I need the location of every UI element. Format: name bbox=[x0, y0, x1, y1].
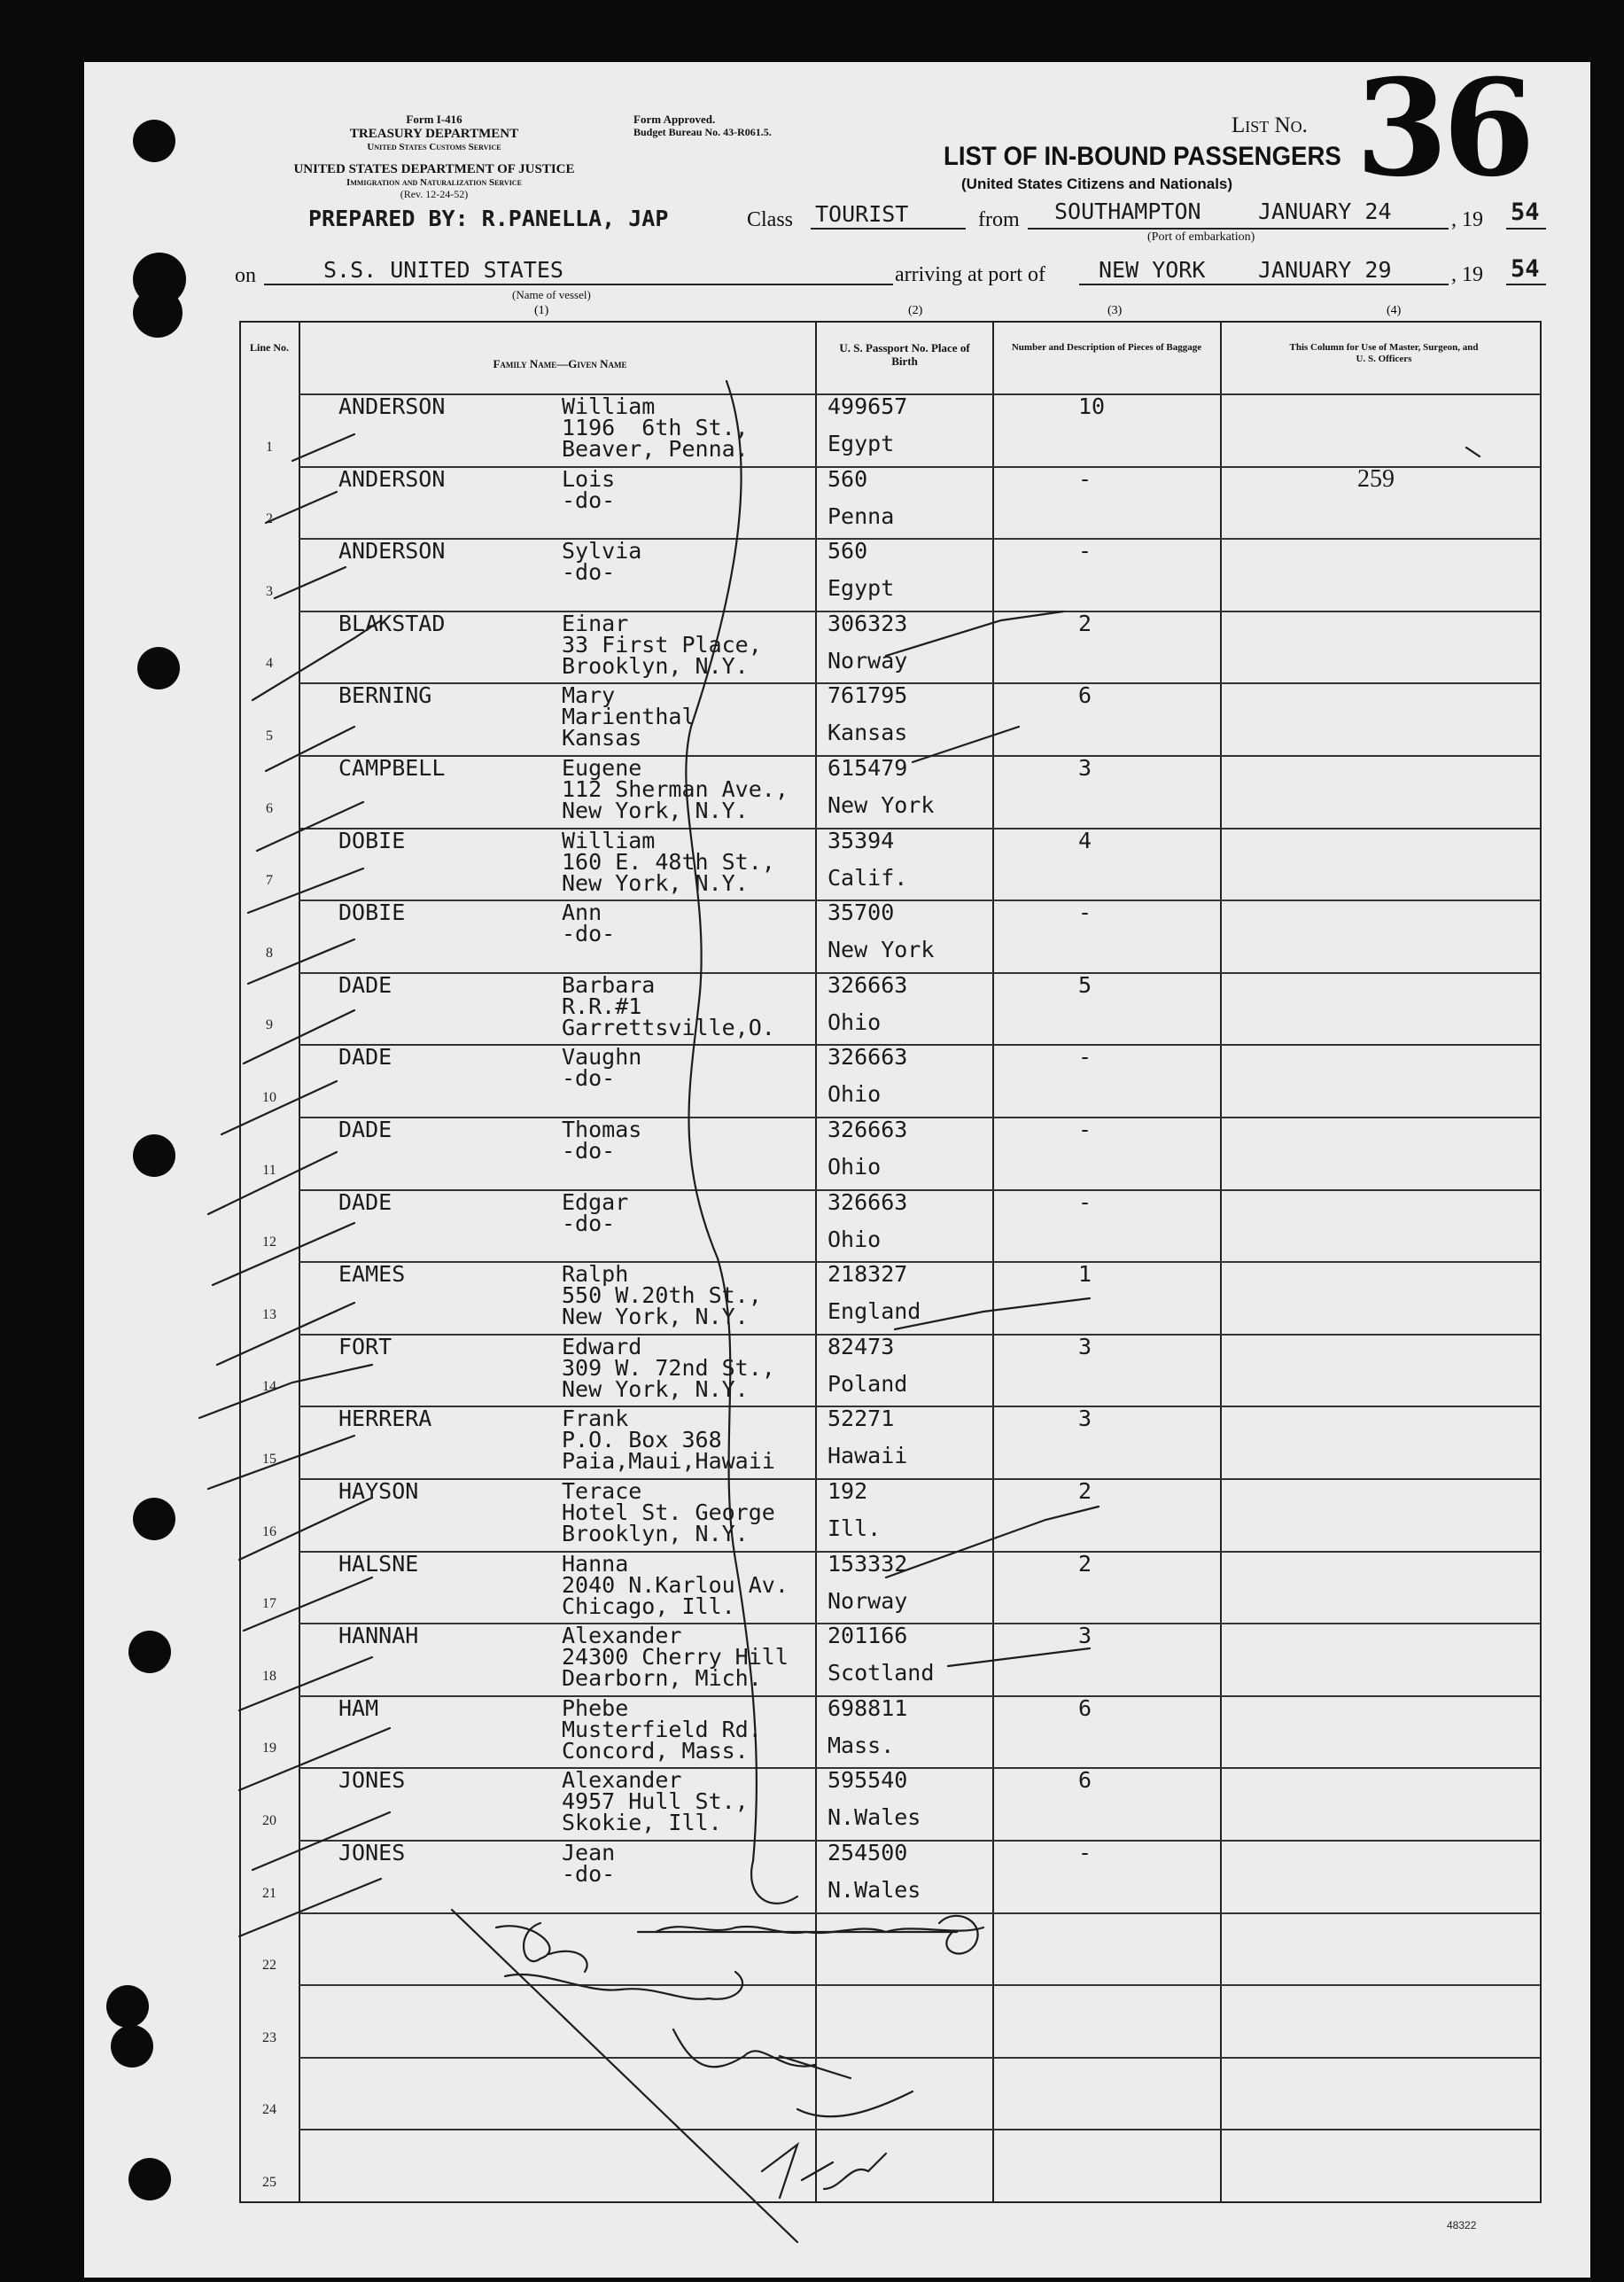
passport-number: 698811 bbox=[828, 1694, 908, 1721]
passenger-address-2: Paia,Maui,Hawaii bbox=[562, 1448, 775, 1475]
place-of-birth: Poland bbox=[828, 1370, 908, 1397]
passenger-given-name: Terace bbox=[562, 1478, 642, 1504]
passenger-family-name: HAM bbox=[338, 1694, 379, 1721]
row-line-number: 11 bbox=[262, 1162, 276, 1178]
row-line-number: 17 bbox=[262, 1596, 276, 1612]
passenger-family-name: FORT bbox=[338, 1333, 392, 1359]
row-line-number: 14 bbox=[262, 1379, 276, 1395]
justice-label: UNITED STATES DEPARTMENT OF JUSTICE bbox=[293, 162, 575, 176]
baggage-count: 2 bbox=[1078, 610, 1092, 636]
baggage-count: 2 bbox=[1078, 1550, 1092, 1577]
passenger-given-name: Einar bbox=[562, 610, 629, 636]
baggage-count: 4 bbox=[1078, 827, 1092, 853]
passport-number: 615479 bbox=[828, 755, 908, 781]
passenger-address-1: Musterfield Rd. bbox=[562, 1716, 762, 1742]
place-of-birth: N.Wales bbox=[828, 1877, 921, 1903]
port-embarkation-label: (Port of embarkation) bbox=[1147, 230, 1255, 244]
place-of-birth: Norway bbox=[828, 1587, 908, 1614]
officer-note: 259 bbox=[1357, 464, 1395, 493]
row-divider bbox=[299, 972, 1540, 974]
col4-number: (4) bbox=[1387, 304, 1402, 317]
place-of-birth: Ill. bbox=[828, 1515, 882, 1541]
passenger-given-name: Vaughn bbox=[562, 1044, 642, 1071]
passenger-given-name: Thomas bbox=[562, 1117, 642, 1142]
passenger-given-name: Frank bbox=[562, 1406, 629, 1432]
arrival-date: JANUARY 29 bbox=[1258, 257, 1392, 283]
row-divider bbox=[299, 828, 1540, 829]
punch-hole bbox=[128, 1631, 171, 1673]
passenger-address-2: New York, N.Y. bbox=[562, 1304, 749, 1330]
row-divider bbox=[299, 1261, 1540, 1263]
manifest-subtitle: (United States Citizens and Nationals) bbox=[961, 175, 1233, 192]
row-line-number: 3 bbox=[266, 583, 273, 599]
row-line-number: 25 bbox=[262, 2175, 276, 2190]
row-line-number: 4 bbox=[266, 656, 273, 672]
passenger-address-1: 4957 Hull St., bbox=[562, 1788, 749, 1815]
passenger-family-name: HANNAH bbox=[338, 1623, 419, 1649]
punch-hole bbox=[106, 1985, 149, 2028]
passenger-address-1: 160 E. 48th St., bbox=[562, 848, 775, 875]
passenger-given-name: William bbox=[562, 393, 656, 419]
prepared-by: PREPARED BY: R.PANELLA, JAP bbox=[308, 206, 669, 231]
from-date: JANUARY 24 bbox=[1258, 199, 1392, 224]
row-line-number: 10 bbox=[262, 1090, 276, 1105]
row-line-number: 8 bbox=[266, 945, 273, 961]
class-value: TOURIST bbox=[815, 201, 909, 227]
form-header bbox=[306, 113, 563, 153]
passenger-family-name: DADE bbox=[338, 1044, 392, 1071]
punch-hole bbox=[133, 1134, 175, 1177]
passenger-given-name: Sylvia bbox=[562, 538, 642, 565]
passenger-given-name: Edgar bbox=[562, 1188, 629, 1215]
passport-number: 306323 bbox=[828, 610, 908, 636]
punch-hole bbox=[133, 120, 175, 162]
place-of-birth: New York bbox=[828, 937, 935, 963]
passenger-given-name: Alexander bbox=[562, 1623, 682, 1649]
row-line-number: 7 bbox=[266, 873, 273, 889]
passenger-address-1: -do- bbox=[562, 1138, 616, 1164]
row-divider bbox=[299, 611, 1540, 612]
passenger-family-name: CAMPBELL bbox=[338, 755, 446, 781]
from-year-underline bbox=[1506, 228, 1546, 230]
passenger-family-name: DADE bbox=[338, 1188, 392, 1215]
place-of-birth: England bbox=[828, 1298, 921, 1325]
from-year-prefix: , 19 bbox=[1451, 208, 1483, 231]
passenger-family-name: DOBIE bbox=[338, 900, 406, 926]
passenger-address-1: -do- bbox=[562, 1210, 616, 1236]
passport-number: 595540 bbox=[828, 1767, 908, 1794]
baggage-count: 6 bbox=[1078, 1767, 1092, 1794]
baggage-count: 5 bbox=[1078, 971, 1092, 998]
header-name: Family Name—Given Name bbox=[493, 357, 627, 370]
customs-label: United States Customs Service bbox=[367, 142, 501, 153]
row-line-number: 6 bbox=[266, 800, 273, 816]
approval bbox=[633, 113, 873, 139]
row-divider bbox=[299, 1334, 1540, 1336]
row-divider bbox=[299, 1840, 1540, 1842]
passenger-address-1: Hotel St. George bbox=[562, 1499, 775, 1525]
row-divider bbox=[299, 1551, 1540, 1553]
passenger-address-1: -do- bbox=[562, 921, 616, 947]
passenger-address-2: New York, N.Y. bbox=[562, 1375, 749, 1402]
ins-label: Immigration and Naturalization Service bbox=[346, 177, 522, 189]
place-of-birth: Kansas bbox=[828, 720, 908, 746]
passenger-address-1: 309 W. 72nd St., bbox=[562, 1354, 775, 1381]
passenger-address-1: -do- bbox=[562, 487, 616, 513]
list-no-label: List No. bbox=[1232, 113, 1308, 137]
passenger-address-1: 24300 Cherry Hill bbox=[562, 1644, 789, 1671]
passenger-address-2: Chicago, Ill. bbox=[562, 1593, 735, 1619]
passenger-family-name: DADE bbox=[338, 1117, 392, 1142]
row-line-number: 18 bbox=[262, 1668, 276, 1684]
passenger-address-2: Brooklyn, N.Y. bbox=[562, 1521, 749, 1546]
passenger-family-name: HALSNE bbox=[338, 1550, 419, 1577]
passenger-family-name: ANDERSON bbox=[338, 393, 446, 419]
row-divider bbox=[299, 2129, 1540, 2130]
place-of-birth: N.Wales bbox=[828, 1804, 921, 1831]
passenger-address-2: New York, N.Y. bbox=[562, 798, 749, 823]
arr-year-underline bbox=[1506, 284, 1546, 285]
rev-label: (Rev. 12-24-52) bbox=[400, 187, 469, 200]
passenger-given-name: Lois bbox=[562, 465, 616, 492]
punch-hole bbox=[133, 288, 183, 338]
passport-number: 499657 bbox=[828, 393, 908, 419]
baggage-count: 10 bbox=[1078, 393, 1106, 419]
vessel-underline bbox=[264, 284, 893, 285]
passport-number: 326663 bbox=[828, 971, 908, 998]
passport-number: 82473 bbox=[828, 1333, 895, 1359]
col3-number: (3) bbox=[1107, 304, 1123, 317]
passenger-address-1: 550 W.20th St., bbox=[562, 1282, 762, 1309]
place-of-birth: Egypt bbox=[828, 431, 895, 456]
place-of-birth: Ohio bbox=[828, 1009, 882, 1035]
arrival-year: 54 bbox=[1511, 255, 1540, 283]
passenger-family-name: JONES bbox=[338, 1840, 406, 1865]
header-baggage: Number and Description of Pieces of Baggage bbox=[1011, 342, 1202, 353]
list-number: 36 bbox=[1356, 51, 1530, 206]
passenger-given-name: Edward bbox=[562, 1333, 642, 1359]
passport-number: 560 bbox=[828, 538, 868, 565]
passenger-address-2: Brooklyn, N.Y. bbox=[562, 652, 749, 679]
row-divider bbox=[299, 1189, 1540, 1191]
baggage-count: 3 bbox=[1078, 755, 1092, 781]
passenger-address-2: Beaver, Penna. bbox=[562, 436, 749, 462]
place-of-birth: Penna bbox=[828, 502, 895, 529]
passenger-family-name: DOBIE bbox=[338, 827, 406, 853]
manifest-title: LIST OF IN-BOUND PASSENGERS bbox=[944, 142, 1341, 171]
arriving-label: arriving at port of bbox=[895, 263, 1045, 286]
passport-number: 201166 bbox=[828, 1623, 908, 1649]
passport-number: 153332 bbox=[828, 1550, 908, 1577]
justice-header bbox=[239, 162, 629, 201]
row-divider bbox=[299, 682, 1540, 684]
row-divider bbox=[299, 538, 1540, 540]
baggage-count: - bbox=[1078, 538, 1092, 565]
place-of-birth: Norway bbox=[828, 647, 908, 674]
passenger-given-name: Eugene bbox=[562, 755, 642, 781]
passport-number: 761795 bbox=[828, 682, 908, 709]
passenger-address-1: R.R.#1 bbox=[562, 993, 642, 1019]
punch-hole bbox=[137, 647, 180, 689]
passport-number: 52271 bbox=[828, 1406, 895, 1432]
punch-hole bbox=[128, 2158, 171, 2200]
passenger-address-1: 33 First Place, bbox=[562, 631, 762, 658]
budget-label: Budget Bureau No. 43-R061.5. bbox=[633, 125, 772, 138]
passenger-given-name: William bbox=[562, 827, 656, 853]
row-divider bbox=[299, 1478, 1540, 1480]
row-divider bbox=[299, 393, 1540, 395]
row-line-number: 19 bbox=[262, 1741, 276, 1756]
row-line-number: 12 bbox=[262, 1234, 276, 1250]
row-divider bbox=[299, 1044, 1540, 1046]
class-label: Class bbox=[747, 208, 794, 231]
baggage-count: 3 bbox=[1078, 1623, 1092, 1649]
row-divider bbox=[299, 466, 1540, 468]
passenger-family-name: HAYSON bbox=[338, 1478, 419, 1504]
passport-number: 35394 bbox=[828, 827, 895, 853]
baggage-count: 6 bbox=[1078, 682, 1092, 709]
row-divider bbox=[299, 1767, 1540, 1769]
passenger-given-name: Mary bbox=[562, 682, 616, 709]
row-line-number: 13 bbox=[262, 1306, 276, 1322]
row-divider bbox=[299, 1623, 1540, 1624]
row-line-number: 21 bbox=[262, 1885, 276, 1901]
col1-number: (1) bbox=[534, 304, 549, 317]
passenger-family-name: BERNING bbox=[338, 682, 432, 709]
row-line-number: 1 bbox=[266, 439, 273, 455]
baggage-count: - bbox=[1078, 900, 1092, 926]
passenger-given-name: Alexander bbox=[562, 1767, 682, 1794]
from-year: 54 bbox=[1511, 199, 1540, 226]
row-line-number: 24 bbox=[262, 2102, 276, 2118]
header-line-no: Line No. bbox=[249, 341, 289, 354]
passenger-family-name: DADE bbox=[338, 971, 392, 998]
row-line-number: 22 bbox=[262, 1958, 276, 1974]
place-of-birth: Ohio bbox=[828, 1154, 882, 1180]
passenger-given-name: Phebe bbox=[562, 1694, 629, 1721]
place-of-birth: Ohio bbox=[828, 1081, 882, 1108]
passenger-given-name: Ann bbox=[562, 900, 602, 926]
arr-year-prefix: , 19 bbox=[1451, 263, 1483, 286]
vessel-name: S.S. UNITED STATES bbox=[323, 257, 563, 283]
passport-number: 218327 bbox=[828, 1261, 908, 1288]
passport-number: 326663 bbox=[828, 1188, 908, 1215]
passenger-given-name: Hanna bbox=[562, 1550, 629, 1577]
baggage-count: - bbox=[1078, 1044, 1092, 1071]
baggage-count: 6 bbox=[1078, 1694, 1092, 1721]
row-line-number: 2 bbox=[266, 511, 273, 527]
passenger-family-name: BLAKSTAD bbox=[338, 610, 446, 636]
passenger-address-1: -do- bbox=[562, 1065, 616, 1092]
place-of-birth: Calif. bbox=[828, 864, 908, 891]
punch-hole bbox=[111, 2025, 153, 2068]
place-of-birth: Egypt bbox=[828, 575, 895, 602]
class-underline bbox=[811, 228, 966, 230]
passenger-given-name: Jean bbox=[562, 1840, 616, 1865]
header-officers: This Column for Use of Master, Surgeon, and U. S. Officers bbox=[1289, 342, 1479, 364]
place-of-birth: New York bbox=[828, 792, 935, 818]
row-line-number: 15 bbox=[262, 1452, 276, 1467]
passenger-family-name: ANDERSON bbox=[338, 465, 446, 492]
passport-number: 326663 bbox=[828, 1117, 908, 1142]
place-of-birth: Ohio bbox=[828, 1226, 882, 1252]
passenger-given-name: Barbara bbox=[562, 971, 656, 998]
row-divider bbox=[299, 755, 1540, 757]
baggage-count: - bbox=[1078, 1188, 1092, 1215]
passenger-address-2: Dearborn, Mich. bbox=[562, 1665, 762, 1692]
baggage-count: - bbox=[1078, 465, 1092, 492]
baggage-count: 1 bbox=[1078, 1261, 1092, 1288]
passenger-address-1: -do- bbox=[562, 1861, 616, 1887]
passport-number: 560 bbox=[828, 465, 868, 492]
row-divider bbox=[299, 1695, 1540, 1697]
place-of-birth: Scotland bbox=[828, 1660, 935, 1686]
passenger-address-1: 2040 N.Karlou Av. bbox=[562, 1571, 789, 1598]
row-line-number: 9 bbox=[266, 1017, 273, 1033]
passenger-address-2: Concord, Mass. bbox=[562, 1737, 749, 1764]
punch-hole bbox=[133, 1498, 175, 1540]
row-divider bbox=[299, 900, 1540, 901]
row-divider bbox=[299, 1406, 1540, 1407]
passenger-address-1: P.O. Box 368 bbox=[562, 1427, 722, 1453]
from-underline bbox=[1028, 228, 1449, 230]
passenger-given-name: Ralph bbox=[562, 1261, 629, 1288]
row-divider bbox=[299, 1984, 1540, 1986]
passenger-table bbox=[239, 321, 1542, 2203]
vessel-label: (Name of vessel) bbox=[512, 288, 591, 301]
passenger-address-2: Garrettsville,O. bbox=[562, 1014, 775, 1040]
row-line-number: 23 bbox=[262, 2029, 276, 2045]
footer-code: 48322 bbox=[1447, 2219, 1477, 2231]
passport-number: 35700 bbox=[828, 900, 895, 926]
passenger-family-name: EAMES bbox=[338, 1261, 406, 1288]
row-divider bbox=[299, 2057, 1540, 2059]
row-divider bbox=[299, 1912, 1540, 1914]
passenger-address-1: Marienthal bbox=[562, 704, 695, 730]
on-label: on bbox=[235, 264, 256, 287]
col2-number: (2) bbox=[908, 304, 923, 317]
passenger-address-1: 112 Sherman Ave., bbox=[562, 776, 789, 802]
passenger-address-2: Skokie, Ill. bbox=[562, 1810, 722, 1836]
passport-number: 254500 bbox=[828, 1840, 908, 1865]
row-line-number: 16 bbox=[262, 1523, 276, 1539]
place-of-birth: Hawaii bbox=[828, 1443, 908, 1469]
passport-number: 192 bbox=[828, 1478, 868, 1504]
baggage-count: - bbox=[1078, 1840, 1092, 1865]
passenger-family-name: HERRERA bbox=[338, 1406, 432, 1432]
from-port: SOUTHAMPTON bbox=[1054, 199, 1201, 224]
from-label: from bbox=[978, 208, 1020, 231]
row-line-number: 5 bbox=[266, 728, 273, 744]
baggage-count: 3 bbox=[1078, 1333, 1092, 1359]
form-number: Form I-416 bbox=[406, 113, 462, 126]
passenger-family-name: JONES bbox=[338, 1767, 406, 1794]
arrival-underline bbox=[1079, 284, 1449, 285]
passenger-address-1: -do- bbox=[562, 559, 616, 586]
passenger-address-2: New York, N.Y. bbox=[562, 869, 749, 896]
passport-number: 326663 bbox=[828, 1044, 908, 1071]
passenger-address-1: 1196 6th St., bbox=[562, 415, 749, 440]
row-line-number: 20 bbox=[262, 1813, 276, 1828]
baggage-count: - bbox=[1078, 1117, 1092, 1142]
baggage-count: 3 bbox=[1078, 1406, 1092, 1432]
passenger-address-2: Kansas bbox=[562, 725, 642, 752]
header-passport: U. S. Passport No. Place of Birth bbox=[839, 341, 970, 368]
baggage-count: 2 bbox=[1078, 1478, 1092, 1504]
row-divider bbox=[299, 1117, 1540, 1118]
arrival-port: NEW YORK bbox=[1099, 257, 1206, 283]
passenger-family-name: ANDERSON bbox=[338, 538, 446, 565]
place-of-birth: Mass. bbox=[828, 1732, 895, 1758]
treasury-label: TREASURY DEPARTMENT bbox=[349, 126, 519, 141]
approved-label: Form Approved. bbox=[633, 113, 716, 126]
